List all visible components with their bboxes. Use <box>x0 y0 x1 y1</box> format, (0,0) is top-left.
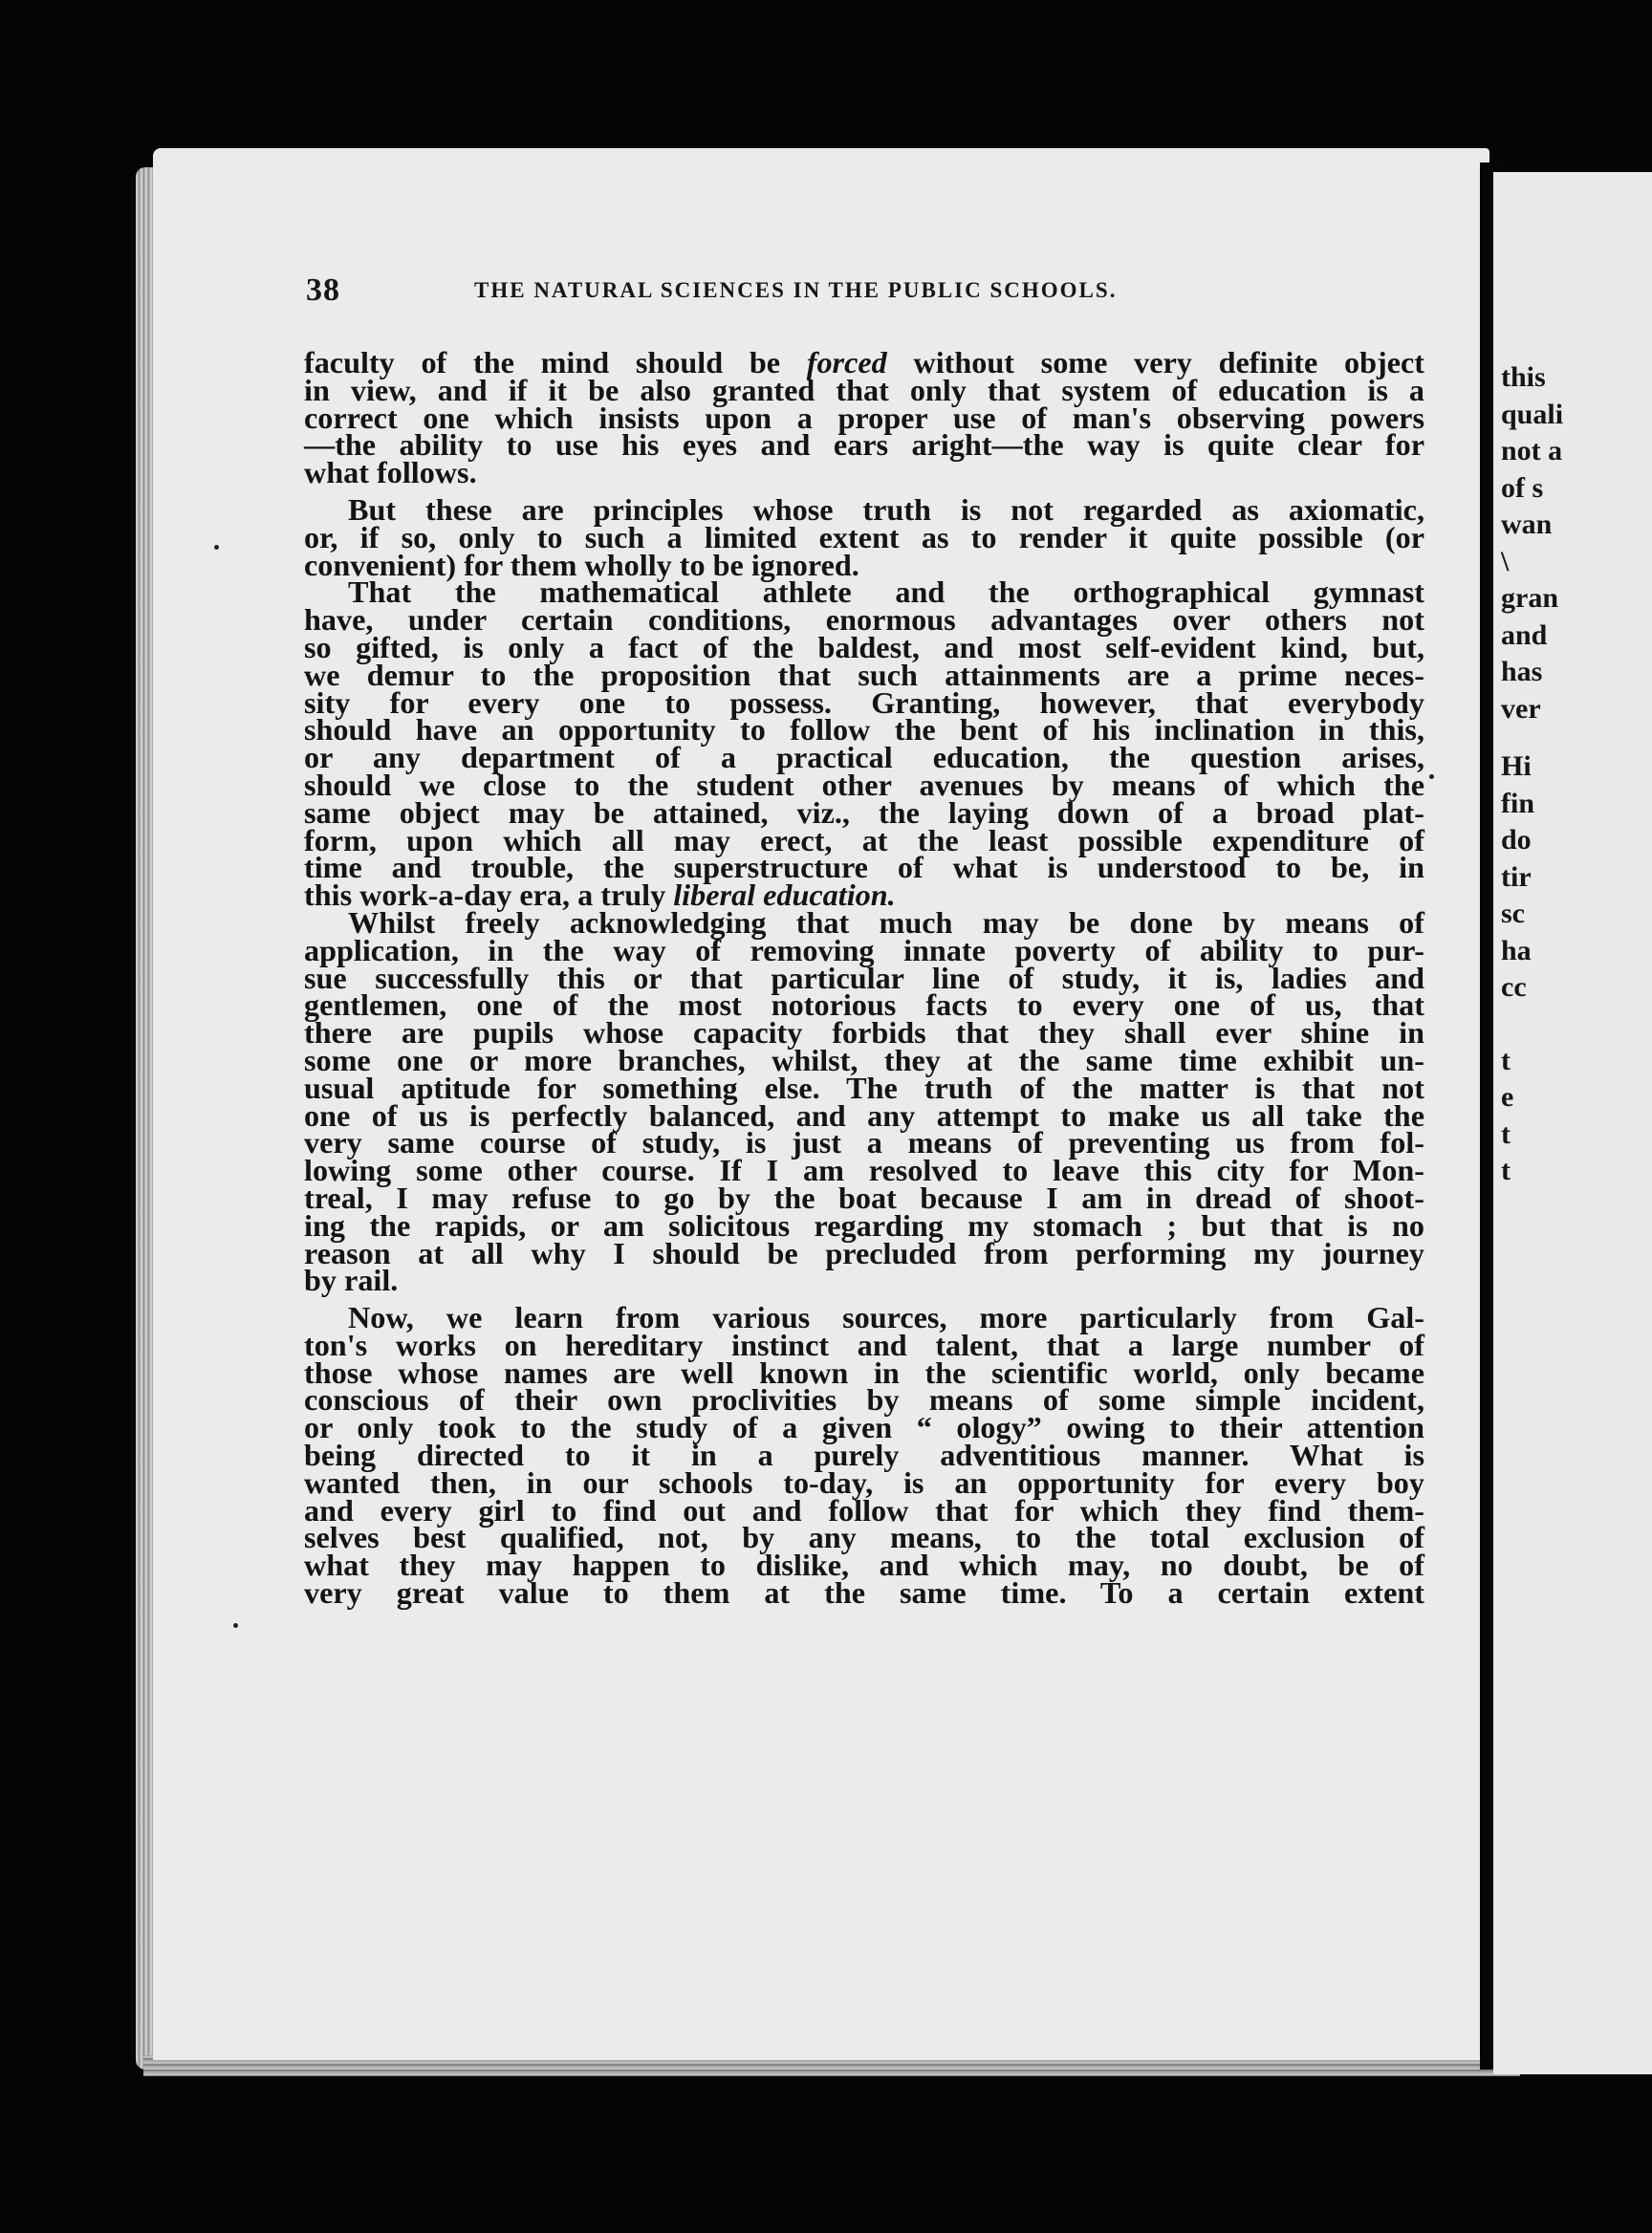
text-segment: conscious of their own proclivities by means of some simple incident, <box>304 1382 1424 1418</box>
text-segment: those whose names are well known in the scientific world, only became <box>304 1355 1424 1390</box>
running-head <box>306 272 1386 311</box>
text-line <box>304 1575 1424 1611</box>
right-page-fragment: Hi <box>1501 750 1532 782</box>
text-segment: or any department of a practical education, the question arises, <box>304 740 1424 775</box>
text-segment: Whilst freely acknowledging that much may be done by means of <box>348 904 1424 940</box>
text-segment: in view, and if it be also granted that only that system of education is a <box>304 372 1424 407</box>
right-page-fragment: \ <box>1501 545 1510 577</box>
text-segment: treal, I may refuse to go by the boat because I am in dread of shoot- <box>304 1180 1424 1215</box>
text-segment: without some very definite object <box>886 345 1424 379</box>
text-segment: should we close to the student other avenues by means of which the <box>304 767 1424 802</box>
right-page-text <box>1501 359 1563 1190</box>
text-segment: lowing some other course. If I am resolved to leave this city for Mon- <box>304 1153 1424 1188</box>
right-page-fragment: e <box>1501 1081 1514 1113</box>
text-segment: or, if so, only to such a limited extent as to render it quite possible (or <box>304 519 1424 554</box>
right-page <box>1493 172 1652 2074</box>
text-segment: But these are principles whose truth is not regarded as axiomatic, <box>348 491 1424 527</box>
text-line <box>304 455 1424 490</box>
text-segment: time and trouble, the superstructure of what is understood to be, in <box>304 850 1424 885</box>
right-page-fragment: not a <box>1501 435 1563 466</box>
right-page-fragment: t <box>1501 1155 1511 1186</box>
text-line <box>304 1263 1424 1298</box>
right-page-fragment: has <box>1501 656 1543 687</box>
text-segment: sity for every one to possess. Granting, however, that everybody <box>304 684 1424 720</box>
right-page-fragment: fin <box>1501 787 1535 819</box>
right-page-fragment: of s <box>1501 471 1544 504</box>
text-segment: correct one which insists upon a proper use of man's observing powers <box>304 400 1424 435</box>
italic-text: forced <box>806 345 887 379</box>
text-segment: have, under certain conditions, enormous advantages over others not <box>304 602 1424 638</box>
text-segment: That the mathematical athlete and the orthographical gymnast <box>348 575 1424 610</box>
text-segment: ing the rapids, or am solicitous regarding my stomach ; but that is no <box>304 1207 1424 1243</box>
text-segment: or only took to the study of a given “ ology” owing to their attention <box>304 1410 1424 1445</box>
page-number: 38 <box>306 272 340 308</box>
right-page-fragment: wan <box>1501 509 1553 540</box>
right-page-fragment: ha <box>1501 934 1532 966</box>
text-segment: we demur to the proposition that such attainments are a prime neces- <box>304 657 1424 692</box>
text-line <box>304 1235 1424 1270</box>
text-segment: reason at all why I should be precluded from performing my journey <box>304 1235 1424 1270</box>
text-segment: usual aptitude for something else. The truth of the matter is that not <box>304 1070 1424 1105</box>
text-segment: selves best qualified, not, by any means, to the total exclusion of <box>304 1520 1424 1555</box>
right-page-fragment: quali <box>1501 398 1564 430</box>
right-page-fragment: t <box>1501 1044 1511 1076</box>
dust-speck <box>214 545 219 550</box>
text-segment: Now, we learn from various sources, more particularly from Gal- <box>348 1300 1424 1335</box>
dust-speck <box>233 1623 238 1628</box>
text-segment: one of us is perfectly balanced, and any attempt to make us all take the <box>304 1097 1424 1133</box>
text-segment: very same course of study, is just a means of preventing us from fol- <box>304 1125 1424 1160</box>
italic-text: liberal education. <box>673 878 896 913</box>
left-page <box>153 148 1489 2060</box>
text-segment: there are pupils whose capacity forbids that they shall ever shine in <box>304 1015 1424 1051</box>
right-page-fragment: sc <box>1501 898 1525 929</box>
text-segment: wanted then, in our schools to-day, is an opportunity for every boy <box>304 1464 1424 1500</box>
right-page-fragment: cc <box>1501 971 1527 1003</box>
dust-speck <box>1429 774 1434 779</box>
text-segment: and every girl to find out and follow that for which they find them- <box>304 1492 1424 1528</box>
text-segment: what they may happen to dislike, and which may, no doubt, be of <box>304 1548 1424 1583</box>
text-segment: by rail. <box>304 1263 399 1298</box>
text-segment: should have an opportunity to follow the bent of his inclination in this, <box>304 712 1424 748</box>
text-segment: ton's works on hereditary instinct and talent, that a large number of <box>304 1327 1424 1362</box>
text-segment: application, in the way of removing innate poverty of ability to pur- <box>304 932 1424 967</box>
right-page-fragment: tir <box>1501 860 1532 893</box>
text-segment: same object may be attained, viz., the laying down of a broad plat- <box>304 794 1424 830</box>
right-page-fragment: do <box>1501 824 1532 856</box>
right-page-fragment: this <box>1501 361 1546 393</box>
right-page-fragment: ver <box>1501 692 1541 725</box>
text-segment: very great value to them at the same time. To a certain extent <box>304 1575 1424 1611</box>
body-text <box>304 345 1424 1611</box>
text-segment: faculty of the mind should be <box>304 345 807 379</box>
text-segment: gentlemen, one of the most notorious facts to every one of us, that <box>304 987 1424 1023</box>
right-page-fragment: and <box>1501 618 1548 651</box>
text-segment: form, upon which all may erect, at the least possible expenditure of <box>304 822 1424 857</box>
text-segment: some one or more branches, whilst, they at the same time exhibit un- <box>304 1042 1424 1077</box>
text-segment: —the ability to use his eyes and ears aright—the way is quite clear for <box>304 427 1424 463</box>
text-segment: convenient) for them wholly to be ignored. <box>304 547 859 582</box>
text-segment: this work-a-day era, a truly <box>304 878 674 913</box>
right-page-fragment: t <box>1501 1117 1511 1150</box>
running-head-title: THE NATURAL SCIENCES IN THE PUBLIC SCHOOLS. <box>474 278 1118 302</box>
text-segment: what follows. <box>304 455 477 490</box>
text-segment: so gifted, is only a fact of the baldest, and most self-evident kind, but, <box>304 629 1424 664</box>
right-page-fragment: gran <box>1501 582 1558 614</box>
text-segment: sue successfully this or that particular line of study, it is, ladies and <box>304 960 1424 995</box>
text-segment: being directed to it in a purely adventitious manner. What is <box>304 1438 1424 1473</box>
